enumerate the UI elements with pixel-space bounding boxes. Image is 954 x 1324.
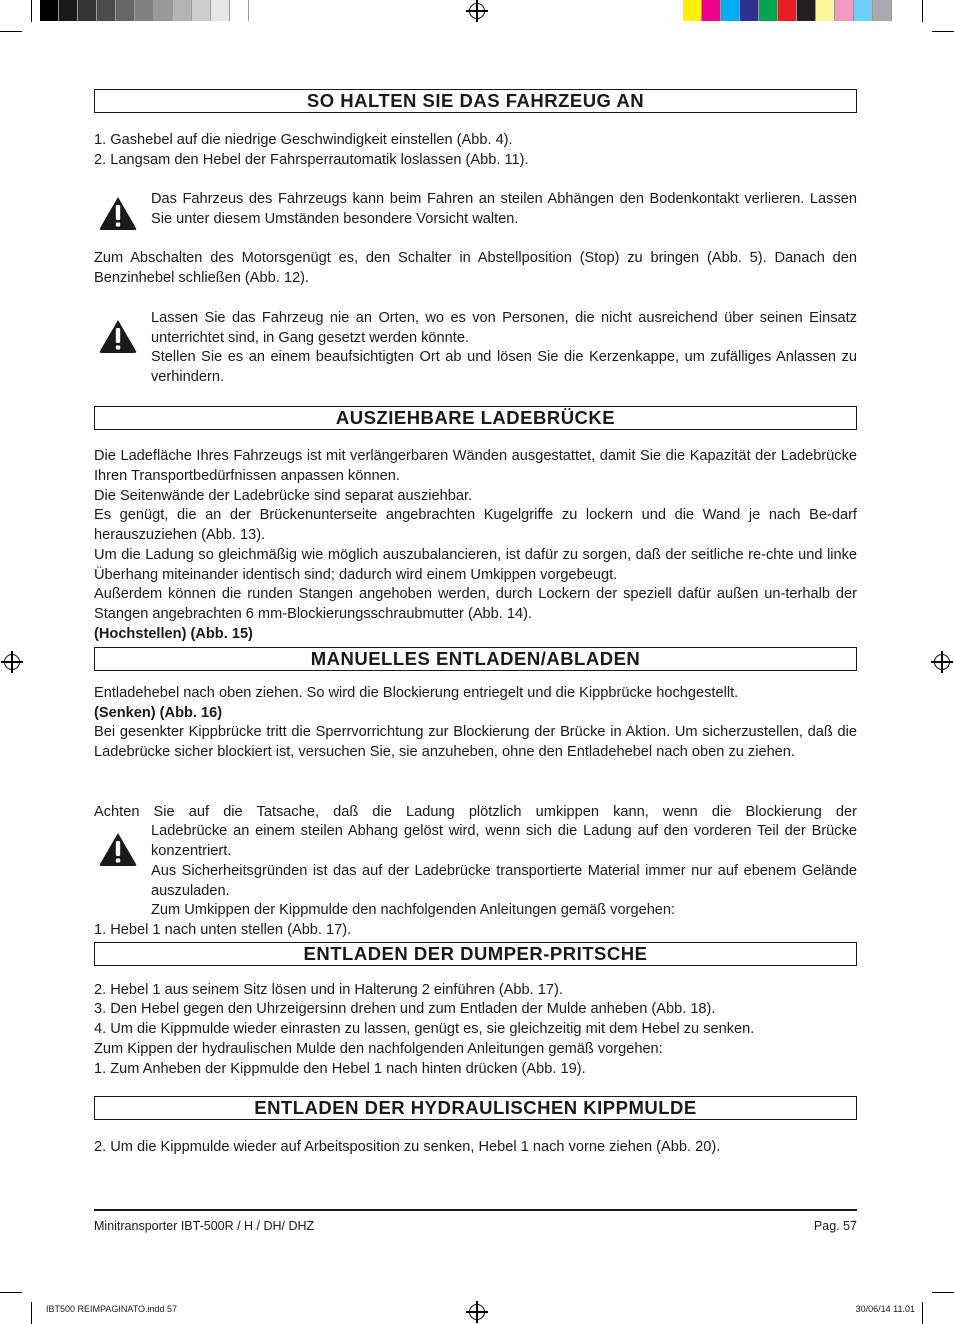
- warning-icon: [98, 318, 138, 354]
- warning-text: Ladebrücke an einem steilen Abhang gelöst wird, wenn sich die Ladung auf den vorderen Teil der Brücke konzentriert.: [151, 823, 857, 859]
- section-heading: MANUELLES ENTLADEN/ABLADEN: [94, 647, 857, 671]
- step: 2. Langsam den Hebel der Fahrsperrautomatik loslassen (Abb. 11).: [94, 152, 529, 168]
- warning-icon: [98, 195, 138, 231]
- paragraph: Entladehebel nach oben ziehen. So wird die Blockierung entriegelt und die Kippbrücke hochgestellt.: [94, 685, 739, 701]
- step: 4. Um die Kippmulde wieder einrasten zu lassen, genügt es, sie gleichzeitig mit dem Hebel zu senken.: [94, 1021, 755, 1037]
- crop-mark: [31, 0, 32, 22]
- step: 2. Um die Kippmulde wieder auf Arbeitsposition zu senken, Hebel 1 nach vorne ziehen (Abb. 20).: [94, 1139, 721, 1155]
- section-heading: ENTLADEN DER DUMPER-PRITSCHE: [94, 942, 857, 966]
- crop-mark: [922, 0, 923, 22]
- step: 1. Zum Anheben der Kippmulde den Hebel 1 nach hinten drücken (Abb. 19).: [94, 1061, 586, 1077]
- crop-mark: [0, 1292, 22, 1293]
- subheading: (Senken) (Abb. 16): [94, 705, 223, 721]
- paragraph: Bei gesenkter Kippbrücke tritt die Sperrvorrichtung zur Blockierung der Brücke in Aktion. Um sicherzustellen, daß die Ladebrücke sicher blockiert ist, versuchen Sie, sie anzuheben, ohne den Entladehebel nach oben zu ziehen.: [94, 724, 857, 760]
- step: 3. Den Hebel gegen den Uhrzeigersinn drehen und zum Entladen der Mulde anheben (Abb. 18).: [94, 1001, 716, 1017]
- slug-timestamp: 30/06/14 11.01: [855, 1304, 915, 1314]
- warning-text: Lassen Sie das Fahrzeug nie an Orten, wo es von Personen, die nicht ausreichend über seinen Einsatz unterrichtet sind, in Gang gesetzt werden könnte.: [151, 310, 857, 346]
- paragraph: Die Seitenwände der Ladebrücke sind separat ausziehbar.: [94, 488, 473, 504]
- grayscale-bar: [40, 0, 249, 21]
- crop-mark: [922, 1302, 923, 1324]
- crop-mark: [0, 31, 22, 32]
- warning-text: Das Fahrzeus des Fahrzeugs kann beim Fahren an steilen Abhängen den Bodenkontakt verlieren. Lassen Sie unter diesem Umständen besondere Vorsicht walten.: [151, 191, 857, 227]
- warning-text: Zum Umkippen der Kippmulde den nachfolgenden Anleitungen gemäß vorgehen:: [151, 902, 676, 918]
- paragraph: Zum Abschalten des Motorsgenügt es, den Schalter in Abstellposition (Stop) zu bringen (Abb. 5). Danach den Benzinhebel schließen (Abb. 12).: [94, 250, 857, 286]
- warning-text: Achten Sie auf die Tatsache, daß die Ladung plötzlich umkippen kann, wenn die Blockierung der: [94, 804, 857, 820]
- footer-rule: [94, 1209, 857, 1211]
- registration-mark-icon: [469, 3, 485, 19]
- crop-mark: [31, 1302, 32, 1324]
- paragraph: Um die Ladung so gleichmäßig wie möglich auszubalancieren, ist dafür zu sorgen, daß der seitliche re-chte und linke Überhang miteinander identisch sind; dadurch wird einem Umkippen vorgebeugt.: [94, 547, 857, 583]
- registration-mark-icon: [934, 654, 950, 670]
- section-heading: AUSZIEHBARE LADEBRÜCKE: [94, 406, 857, 430]
- step: 2. Hebel 1 aus seinem Sitz lösen und in Halterung 2 einführen (Abb. 17).: [94, 982, 563, 998]
- warning-text: Stellen Sie es an einem beaufsichtigten Ort ab und lösen Sie die Kerzenkappe, um zufälliges Anlassen zu verhindern.: [151, 349, 857, 385]
- crop-mark: [932, 1292, 954, 1293]
- warning-icon: [98, 831, 138, 867]
- crop-mark: [932, 31, 954, 32]
- step: 1. Gashebel auf die niedrige Geschwindigkeit einstellen (Abb. 4).: [94, 132, 513, 148]
- paragraph: Außerdem können die runden Stangen angehoben werden, durch Lockern der speziell dafür außen un-terhalb der Stangen angebrachten 6 mm-Blockierungsschraubmutter (Abb. 14).: [94, 586, 857, 622]
- footer-title: Minitransporter IBT-500R / H / DH/ DHZ: [94, 1219, 315, 1233]
- registration-mark-icon: [4, 654, 20, 670]
- paragraph: Es genügt, die an der Brückenunterseite angebrachten Kugelgriffe zu lockern und die Wand je nach Be-darf herauszuziehen (Abb. 13).: [94, 507, 857, 543]
- page-number: Pag. 57: [813, 1219, 857, 1233]
- color-bar: [683, 0, 892, 21]
- subheading: (Hochstellen) (Abb. 15): [94, 626, 253, 642]
- paragraph: Die Ladefläche Ihres Fahrzeugs ist mit verlängerbaren Wänden ausgestattet, damit Sie die Kapazität der Ladebrücke Ihren Transportbedürfnissen anpassen können.: [94, 448, 857, 484]
- section-heading: ENTLADEN DER HYDRAULISCHEN KIPPMULDE: [94, 1096, 857, 1120]
- warning-text: Aus Sicherheitsgründen ist das auf der Ladebrücke transportierte Material immer nur auf ebenem Gelände auszuladen.: [151, 863, 857, 899]
- paragraph: Zum Kippen der hydraulischen Mulde den nachfolgenden Anleitungen gemäß vorgehen:: [94, 1041, 663, 1057]
- section-heading: SO HALTEN SIE DAS FAHRZEUG AN: [94, 89, 857, 113]
- registration-mark-icon: [469, 1304, 485, 1320]
- step: 1. Hebel 1 nach unten stellen (Abb. 17).: [94, 922, 352, 938]
- slug-filename: IBT500 REIMPAGINATO.indd 57: [46, 1304, 178, 1314]
